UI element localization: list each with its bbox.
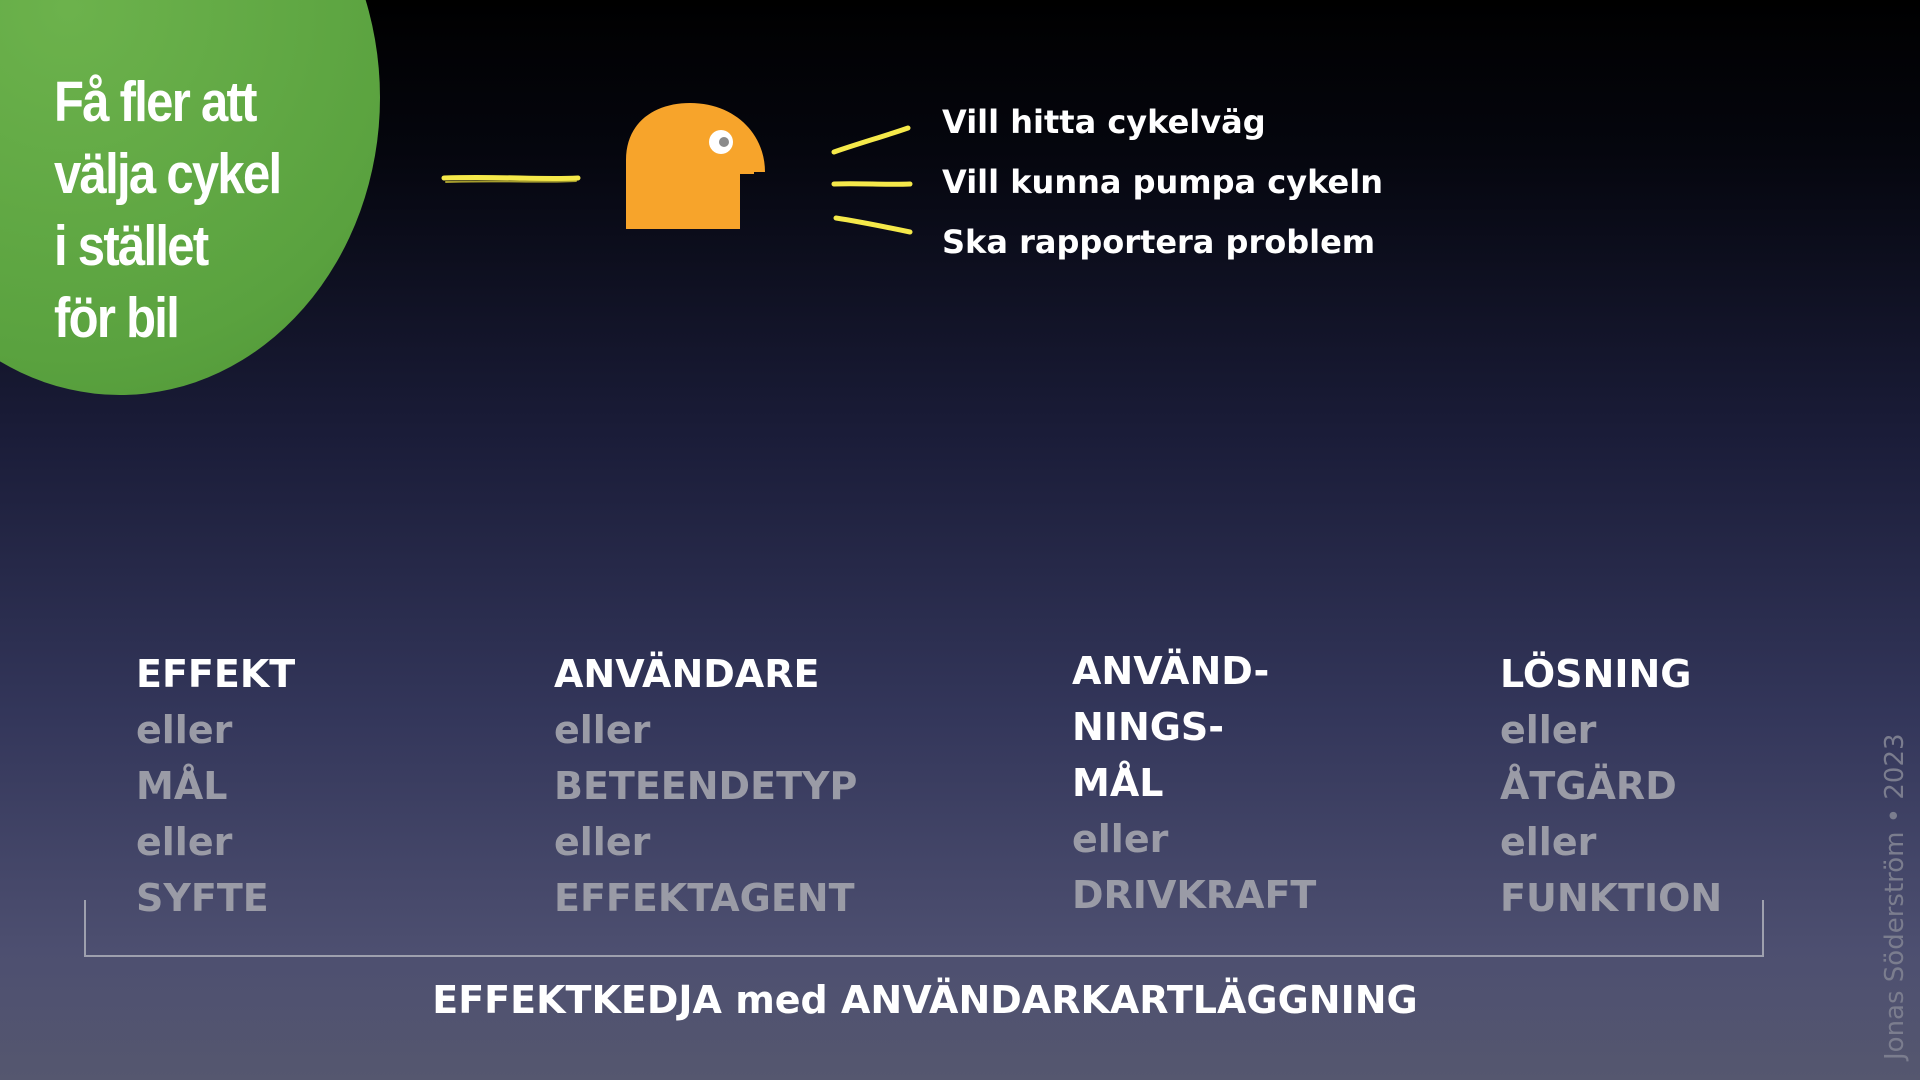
column-term: eller [1072,817,1169,861]
column-term: eller [554,820,651,864]
footer-title: EFFEKTKEDJA med ANVÄNDARKARTLÄGGNING [432,978,1418,1022]
need-item: Vill kunna pumpa cykeln [942,163,1383,201]
column-heading: ANVÄNDARE [554,652,820,696]
need-connector [834,184,910,185]
head-profile-icon [626,103,765,229]
chain-bracket [84,900,1764,957]
column-effekt [136,646,295,926]
column-anvandningsmal [1072,643,1316,923]
column-term: eller [554,708,651,752]
column-heading: LÖSNING [1500,652,1692,696]
column-term: eller [1500,820,1597,864]
column-term: FUNKTION [1500,876,1723,920]
goal-line: i stället [54,214,208,278]
column-heading: EFFEKT [136,652,296,696]
goal-line: välja cykel [54,142,281,206]
need-connector [834,128,908,152]
column-term: DRIVKRAFT [1072,873,1317,917]
goal-line: Få fler att [54,70,256,134]
column-term: MÅL [136,764,228,808]
credit-text: Jonas Söderström • 2023 [1880,733,1910,1060]
need-item: Ska rapportera problem [942,223,1376,261]
column-heading: ANVÄND- NINGS- MÅL [1072,649,1270,805]
column-losning [1500,646,1722,926]
column-term: eller [136,708,233,752]
column-term: ÅTGÄRD [1500,764,1677,808]
column-term: BETEENDETYP [554,764,858,808]
need-connector [836,218,910,232]
column-term: EFFEKTAGENT [554,876,855,920]
column-term: SYFTE [136,876,269,920]
goal-line: för bil [54,286,179,350]
column-anvandare [554,646,857,926]
needs-list [942,92,1383,272]
need-item: Vill hitta cykelväg [942,103,1266,141]
goal-user-connector [444,177,578,178]
column-term: eller [1500,708,1597,752]
column-term: eller [136,820,233,864]
